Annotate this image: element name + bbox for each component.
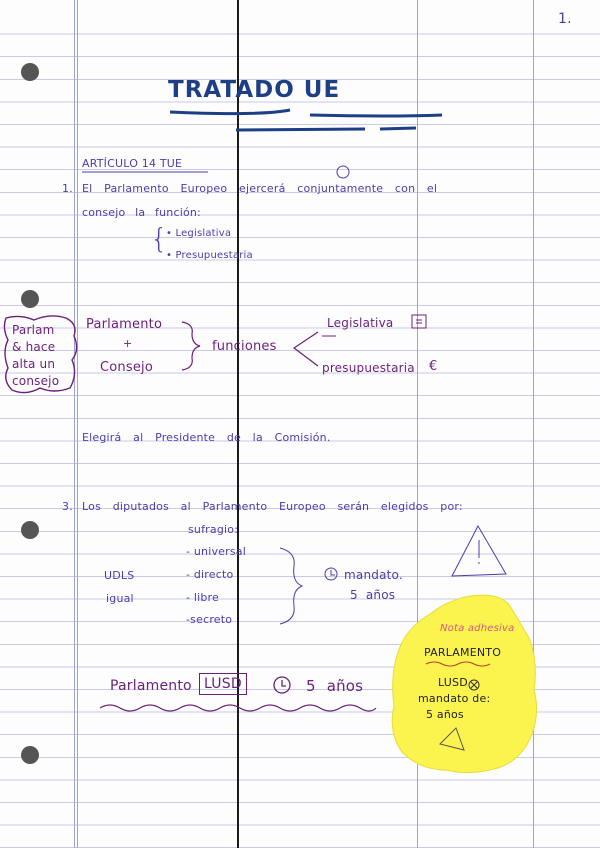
page-number: 1. <box>558 11 572 27</box>
sufragio-label: sufragio: <box>188 523 239 536</box>
sticky-title: PARLAMENTO <box>424 646 502 659</box>
euro-icon: € <box>429 359 438 374</box>
sufragio-item: -secreto <box>186 613 233 626</box>
mandato-years: 5 años <box>350 588 396 602</box>
side-note-line: & hace <box>12 340 56 354</box>
map-consejo: Consejo <box>100 360 154 375</box>
paragraph-3-line: Los diputados al Parlamento Europeo serán elegidos por: <box>82 500 463 513</box>
sufragio-item: - directo <box>186 568 234 581</box>
paragraph-1-number: 1. <box>62 182 73 195</box>
bottom-lusd-box: LUSD <box>199 673 247 695</box>
sticky-lusd: LUSD <box>438 676 468 689</box>
sufragio-item: - libre <box>186 591 220 604</box>
sticky-mandato: mandato de: <box>418 692 491 705</box>
bottom-anos: 5 años <box>306 677 364 695</box>
abbreviation-udls: UDLS <box>104 569 135 582</box>
article-heading: ARTÍCULO 14 TUE <box>82 157 183 170</box>
page-title: TRATADO UE <box>168 77 341 103</box>
map-parlamento: Parlamento <box>86 317 163 332</box>
map-legislativa: Legislativa <box>327 316 394 330</box>
function-item-presupuestaria: • Presupuestaria <box>166 250 253 261</box>
mandato-label: mandato. <box>344 568 403 582</box>
map-plus: + <box>123 337 133 350</box>
side-note-line: Parlam <box>12 323 55 337</box>
sticky-header: Nota adhesiva <box>440 623 515 634</box>
side-note-line: alta un <box>12 357 56 371</box>
sufragio-item: - universal <box>186 545 246 558</box>
paragraph-1-line-2: consejo la función: <box>82 206 201 219</box>
paragraph-3-number: 3. <box>62 500 73 513</box>
map-funciones: funciones <box>212 339 277 354</box>
map-presupuestaria: presupuestaria <box>322 361 415 375</box>
side-note-line: consejo <box>12 374 60 388</box>
bottom-parlamento: Parlamento <box>110 678 192 694</box>
brace-icon: { <box>150 222 169 255</box>
abbreviation-igual: igual <box>106 592 134 605</box>
function-item-legislativa: • Legislativa <box>166 228 232 239</box>
paragraph-1-line-1: El Parlamento Europeo ejercerá conjuntamente con el <box>82 182 438 195</box>
sticky-anos: 5 años <box>426 708 464 721</box>
elegir-line: Elegirá al Presidente de la Comisión. <box>82 431 331 444</box>
